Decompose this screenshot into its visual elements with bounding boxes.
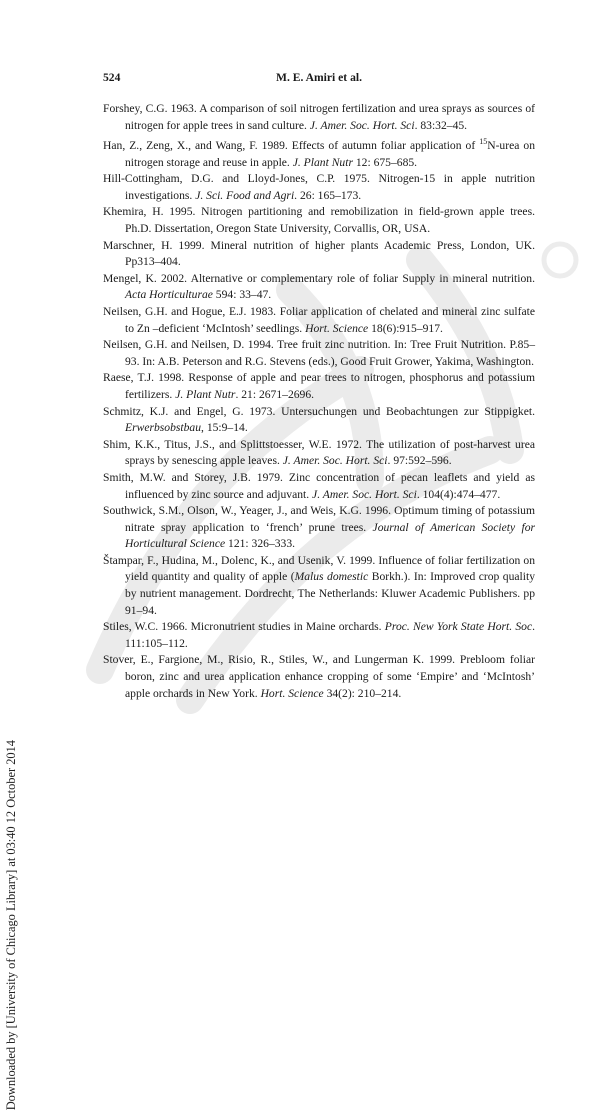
isotope-superscript: 15	[479, 137, 488, 147]
page-number: 524	[103, 71, 121, 84]
journal-title: J. Amer. Soc. Hort. Sci	[282, 454, 388, 468]
species-name: Malus domestic	[294, 570, 369, 584]
reference-item: Shim, K.K., Titus, J.S., and Splittstoesser, W.E. 1972. The utilization of post-harvest urea sprays by senescing apple leaves. J. Amer. Soc. Hort. Sci. 97:592–596.	[103, 437, 535, 468]
journal-title: J. Plant Nutr	[292, 155, 353, 169]
journal-title: Erwerbsobstbau	[125, 421, 202, 435]
reference-item: Neilsen, G.H. and Neilsen, D. 1994. Tree fruit zinc nutrition. In: Tree Fruit Nutrition. P.85–93. In: A.B. Peterson and R.G. Stevens (eds.), Good Fruit Grower, Yakima, Washington.	[103, 338, 535, 368]
journal-title: J. Amer. Soc. Hort. Sci	[312, 487, 417, 501]
reference-item: Neilsen, G.H. and Hogue, E.J. 1983. Foliar application of chelated and mineral zinc sulfate to Zn –deficient ‘McIntosh’ seedlings. Hort. Science 18(6):915–917.	[103, 304, 535, 335]
reference-item: Hill-Cottingham, D.G. and Lloyd-Jones, C.P. 1975. Nitrogen-15 in apple nutrition investigations. J. Sci. Food and Agri. 26: 165–173.	[103, 172, 535, 202]
page-header	[103, 71, 535, 89]
reference-item: Forshey, C.G. 1963. A comparison of soil nitrogen fertilization and urea sprays as sources of nitrogen for apple trees in sand culture. J. Amer. Soc. Hort. Sci. 83:32–45.	[103, 102, 535, 132]
reference-item: Stover, E., Fargione, M., Risio, R., Stiles, W., and Lungerman K. 1999. Prebloom foliar boron, zinc and urea application enhance cropping of some ‘Empire’ and ‘McIntosh’ apple orchards in New York. Hort. Science 34(2): 210–214.	[103, 653, 535, 700]
journal-title: Hort. Science	[260, 686, 324, 700]
journal-title: Acta Horticulturae	[125, 288, 213, 302]
journal-title: J. Sci. Food and Agri	[195, 188, 295, 202]
reference-item: Štampar, F., Hudina, M., Dolenc, K., and Usenik, V. 1999. Influence of foliar fertilization on yield quantity and quality of apple (Malus domestic Borkh.). In: Improved crop quality by nutrient management. Dordrecht, The Netherlands: Kluwer Academic Publishers. pp 91–94.	[103, 553, 535, 617]
running-head: M. E. Amiri et al.	[276, 71, 362, 84]
download-notice-text: Downloaded by [University of Chicago Library] at 03:40 12 October 2014	[4, 740, 18, 1110]
reference-item: Khemira, H. 1995. Nitrogen partitioning and remobilization in field-grown apple trees. Ph.D. Dissertation, Oregon State University, Corvallis, OR, USA.	[103, 205, 535, 236]
reference-item: Smith, M.W. and Storey, J.B. 1979. Zinc concentration of pecan leaflets and yield as influenced by zinc source and adjuvant. J. Amer. Soc. Hort. Sci. 104(4):474–477.	[103, 470, 535, 501]
download-notice	[2, 158, 20, 1110]
journal-title: Proc. New York State Hort. Soc	[384, 620, 533, 634]
reference-item: Raese, T.J. 1998. Response of apple and pear trees to nitrogen, phosphorus and potassium fertilizers. J. Plant Nutr. 21: 2671–2696.	[103, 371, 535, 401]
journal-title: Journal of American Society for Horticultural Science	[125, 520, 536, 551]
reference-list	[103, 101, 535, 702]
reference-item: Marschner, H. 1999. Mineral nutrition of higher plants Academic Press, London, UK. Pp313–404.	[103, 238, 535, 269]
journal-title: J. Amer. Soc. Hort. Sci	[309, 118, 415, 132]
reference-item: Mengel, K. 2002. Alternative or complementary role of foliar Supply in mineral nutrition. Acta Horticulturae 594: 33–47.	[103, 271, 535, 302]
reference-item: Southwick, S.M., Olson, W., Yeager, J., and Weis, K.G. 1996. Optimum timing of potassium nitrate spray application to ‘french’ prune trees. Journal of American Society for Horticultural Science 121: 326–333.	[103, 504, 536, 551]
reference-item: Han, Z., Zeng, X., and Wang, F. 1989. Effects of autumn foliar application of $^{15}$N-urea on nitrogen storage and reuse in apple. J. Plant Nutr 12: 675–685.	[103, 137, 535, 169]
reference-item: Schmitz, K.J. and Engel, G. 1973. Untersuchungen und Beobachtungen zur Stippigket. Erwerbsobstbau, 15:9–14.	[103, 404, 535, 435]
journal-title: Hort. Science	[305, 321, 369, 335]
journal-title: J. Plant Nutr	[175, 387, 236, 401]
reference-item: Stiles, W.C. 1966. Micronutrient studies in Maine orchards. Proc. New York State Hort. Soc. 111:105–112.	[103, 620, 535, 650]
